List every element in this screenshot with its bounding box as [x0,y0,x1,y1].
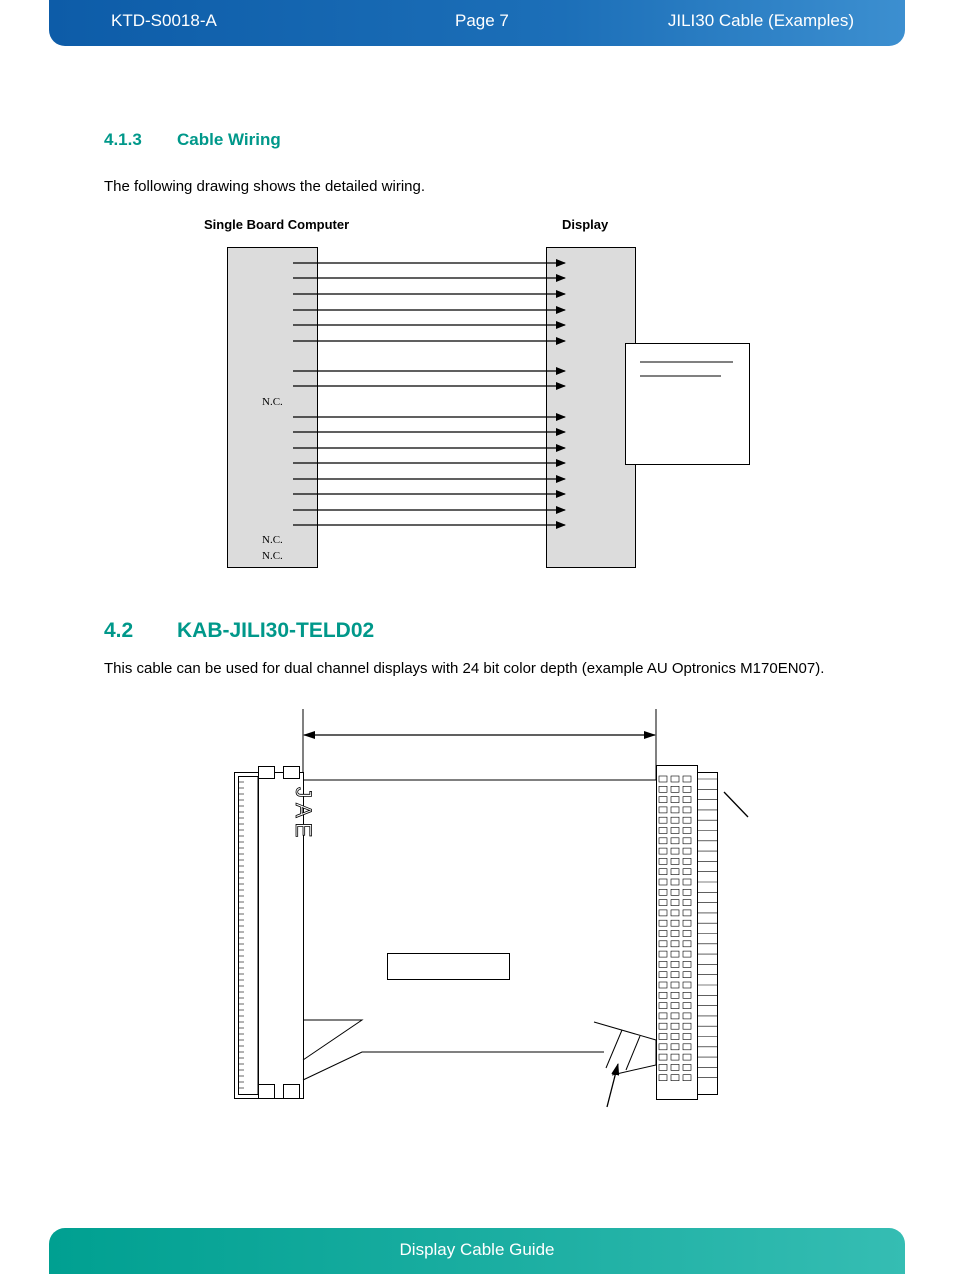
connector-pin [683,1044,691,1050]
section-number: 4.2 [104,619,134,642]
connector-pin [659,941,667,947]
connector-pin [671,910,679,916]
connector-pin [671,992,679,998]
connector-pin [659,1034,667,1040]
connector-pin [659,1003,667,1009]
connector-pin [659,992,667,998]
page-footer [49,1228,905,1274]
connector-pin [671,776,679,782]
connector-pin [671,889,679,895]
connector-pin [659,797,667,803]
jae-marking: JAE [291,787,316,843]
nc-label: N.C. [262,534,283,546]
connector-pin [659,838,667,844]
connector-pin [671,1003,679,1009]
nc-label: N.C. [262,550,283,562]
connector-pin [683,951,691,957]
connector-pin [683,817,691,823]
connector-pin [671,786,679,792]
nc-label: N.C. [262,396,283,408]
connector-pin [683,1054,691,1060]
section-title: Cable Wiring [177,130,281,149]
connector-pin [683,941,691,947]
connector-pin [659,776,667,782]
pointer-line [724,792,748,817]
connector-pin [683,828,691,834]
connector-pin [683,961,691,967]
connector-pin [659,869,667,875]
connector-pin [683,1034,691,1040]
connector-pin [671,797,679,803]
connector-pin [683,776,691,782]
connector-pin [683,889,691,895]
connector-pin [671,807,679,813]
connector-pin [671,972,679,978]
connector-pin [659,1054,667,1060]
connector-pin [671,941,679,947]
connector-pin [659,1075,667,1081]
cable-branch-mark [606,1030,622,1068]
connector-pin [671,838,679,844]
connector-pin [683,797,691,803]
section-number: 4.1.3 [104,130,142,149]
connector-pin [683,982,691,988]
connector-pin [659,920,667,926]
cable-split-lower [303,1052,604,1080]
doc-id: KTD-S0018-A [111,11,217,30]
connector-pin [671,982,679,988]
connector-pin [659,951,667,957]
connector-pin [683,879,691,885]
connector-pin [683,910,691,916]
connector-pin [683,1013,691,1019]
connector-pin [671,1064,679,1070]
connector-pin [659,807,667,813]
connector-pin [683,869,691,875]
connector-pin [659,910,667,916]
connector-pin [659,900,667,906]
page-number: Page 7 [455,11,509,30]
connector-pin [659,931,667,937]
connector-pin [659,1013,667,1019]
footer-text: Display Cable Guide [399,1240,555,1259]
jae-connector [235,767,317,1099]
wiring-left-label: Single Board Computer [204,217,350,232]
cable-branch-mark [626,1036,640,1070]
connector-pin [683,1003,691,1009]
connector-pin [683,992,691,998]
section-4-1-3-intro: The following drawing shows the detailed wiring. [104,178,426,195]
cable-split-upper [303,1020,362,1060]
connector-pin [683,931,691,937]
connector-pin [671,879,679,885]
connector-pin [659,961,667,967]
connector-pin [683,848,691,854]
connector-pin [659,817,667,823]
connector-pin [659,858,667,864]
connector-pin [683,838,691,844]
connector-pin [683,858,691,864]
connector-pin [671,961,679,967]
connector-pin [659,786,667,792]
connector-pin [683,1075,691,1081]
connector-pin [671,817,679,823]
connector-pin [671,900,679,906]
connector-pin [671,848,679,854]
connector-pin [659,982,667,988]
connector-pin [659,1064,667,1070]
section-4-2-intro: This cable can be used for dual channel displays with 24 bit color depth (example AU Optronics M170EN07). [104,660,825,677]
connector-pin [671,1044,679,1050]
connector-pin [671,1023,679,1029]
connector-pin [671,1013,679,1019]
connector-pin [671,931,679,937]
connector-pin [659,972,667,978]
connector-pin [683,1064,691,1070]
section-title: KAB-JILI30-TELD02 [177,619,375,642]
connector-pin [671,858,679,864]
connector-pin [659,848,667,854]
connector-pin [671,828,679,834]
connector-pin [659,889,667,895]
connector-pin [671,869,679,875]
connector-pin [659,1023,667,1029]
display-connector [657,766,718,1100]
connector-pin [683,1023,691,1029]
connector-pin [683,786,691,792]
connector-pin [671,1034,679,1040]
connector-pin [659,1044,667,1050]
wiring-right-label: Display [562,217,609,232]
connector-pin [683,972,691,978]
connector-pin [683,920,691,926]
connector-pin [671,920,679,926]
connector-pin [683,807,691,813]
pointer-arrow [607,1064,618,1107]
connector-pin [671,951,679,957]
cable-label-box [388,954,510,980]
connector-pin [671,1075,679,1081]
connector-pin [683,900,691,906]
connector-pin [659,879,667,885]
cable-branch [594,1022,656,1075]
connector-pin [659,828,667,834]
header-title: JILI30 Cable (Examples) [667,11,854,30]
connector-pin [671,1054,679,1060]
